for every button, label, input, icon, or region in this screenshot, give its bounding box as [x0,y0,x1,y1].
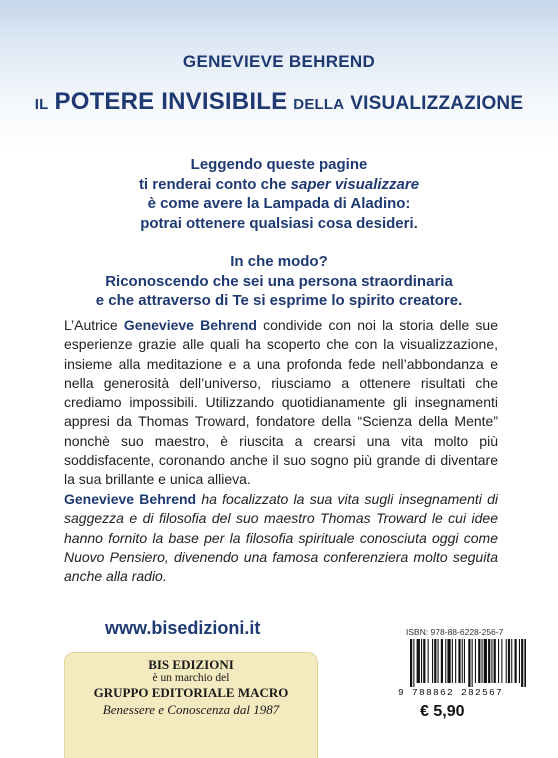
title-word-il: IL [34,96,49,113]
book-title [0,88,558,116]
barcode-bar [413,639,414,687]
barcode-bar [455,639,456,683]
tagline-line: e che attraverso di Te si esprime lo spirito creatore. [95,292,463,309]
publisher-motto: Benessere e Conoscenza dal 1987 [102,702,280,717]
tagline-line: potrai ottenere qualsiasi cosa desideri. [140,214,418,232]
barcode-bar [447,639,450,683]
barcode-bar [452,639,453,683]
bio-author-highlight: Genevieve Behrend [64,491,197,507]
bio-text: ha focalizzato la sua vita sugli insegnamenti di saggezza e di filosofia del suo maestro Thomas Troward le cui idee hanno fornito la base per la filosofia spirituale conosciuta oggi come Nuovo Pensiero, divenendo una famosa conferenziera molto seguita anche alla radio. [64,491,498,585]
barcode-bar [468,639,470,687]
barcode-bar [498,639,499,683]
barcode-bar [410,639,412,687]
barcode-bar [484,639,487,683]
barcode-bar [494,639,496,683]
barcode-bar [524,639,526,687]
barcode-bar [428,639,429,683]
barcode-bar [462,639,463,683]
barcode-bar [441,639,443,683]
description-paragraph [64,316,498,490]
barcode-bar [506,639,507,683]
barcode-bar [488,639,490,683]
isbn-label: ISBN: 978-88-6228-256-7 [406,627,504,637]
barcode-bar [515,639,517,683]
barcode-bar [458,639,460,683]
barcode-bar [423,639,425,683]
website-url: www.bisedizioni.it [105,618,261,638]
barcode-bar [511,639,512,683]
barcode-bar [445,639,446,683]
barcode-bar [519,639,520,683]
publisher-group: GRUPPO EDITORIALE MACRO [93,685,289,700]
tagline-line: Riconoscendo che sei una persona straordinaria [105,272,453,290]
publisher-box [64,652,318,758]
tagline-text: ti renderai conto che [138,175,291,193]
tagline [0,155,558,311]
barcode-bar [482,639,483,683]
barcode-bar [491,639,492,683]
author-bio-paragraph [64,490,498,586]
barcode-bar [501,639,502,683]
price: € 5,90 [420,703,465,720]
title-potere-invisibile: POTERE INVISIBILE [54,88,288,115]
barcode-icon [398,639,526,687]
barcode-bar [478,639,480,683]
tagline-emphasis: saper visualizzare [290,175,420,193]
tagline-line: In che modo? [230,253,328,270]
barcode-bar [508,639,510,683]
barcode-bar [464,639,465,683]
tagline-line: Leggendo queste pagine [190,156,368,173]
title-visualizzazione: VISUALIZZAZIONE [350,93,524,114]
barcode-bar [421,639,422,683]
tagline-line: è come avere la Lampada di Aladino: [147,195,411,212]
barcode-digits: 9 788862 282567 [398,687,504,698]
barcode-bar [434,639,436,683]
barcode-bar [521,639,523,687]
description-text: condivide con noi la storia delle sue esperienze grazie alle quali ha scoperto che con la visualizzazione, insieme alla meditazione e a una profonda fede nell’abbondanza e nella generosità dell’universo, riusciamo a ottenere risultati che crediamo impossibili. Utilizzando quotidianamente gli insegnamenti appresi da Thomas Troward, fondatore della “Scienza della Mente” nonchè suo maestro, è riuscita a crearsi una vita molto più soddisfacente, coronando anche il suo sogno più grande di diventare la sua brillante e unica allieva. [64,317,498,488]
author-name: GENEVIEVE BEHREND [182,52,376,71]
title-word-della: DELLA [293,96,345,113]
author-highlight: Genevieve Behrend [123,317,257,333]
tagline-line [0,175,558,195]
barcode-bar [472,639,473,687]
barcode-bar [417,639,420,683]
barcode-graphic [398,639,526,687]
description-intro: L’Autrice [64,317,124,333]
barcode-bar [432,639,433,683]
barcode-bar [475,639,476,683]
publisher-subline: è un marchio del [152,672,230,684]
barcode-bar [438,639,439,683]
publisher-name: BIS EDIZIONI [148,657,234,672]
